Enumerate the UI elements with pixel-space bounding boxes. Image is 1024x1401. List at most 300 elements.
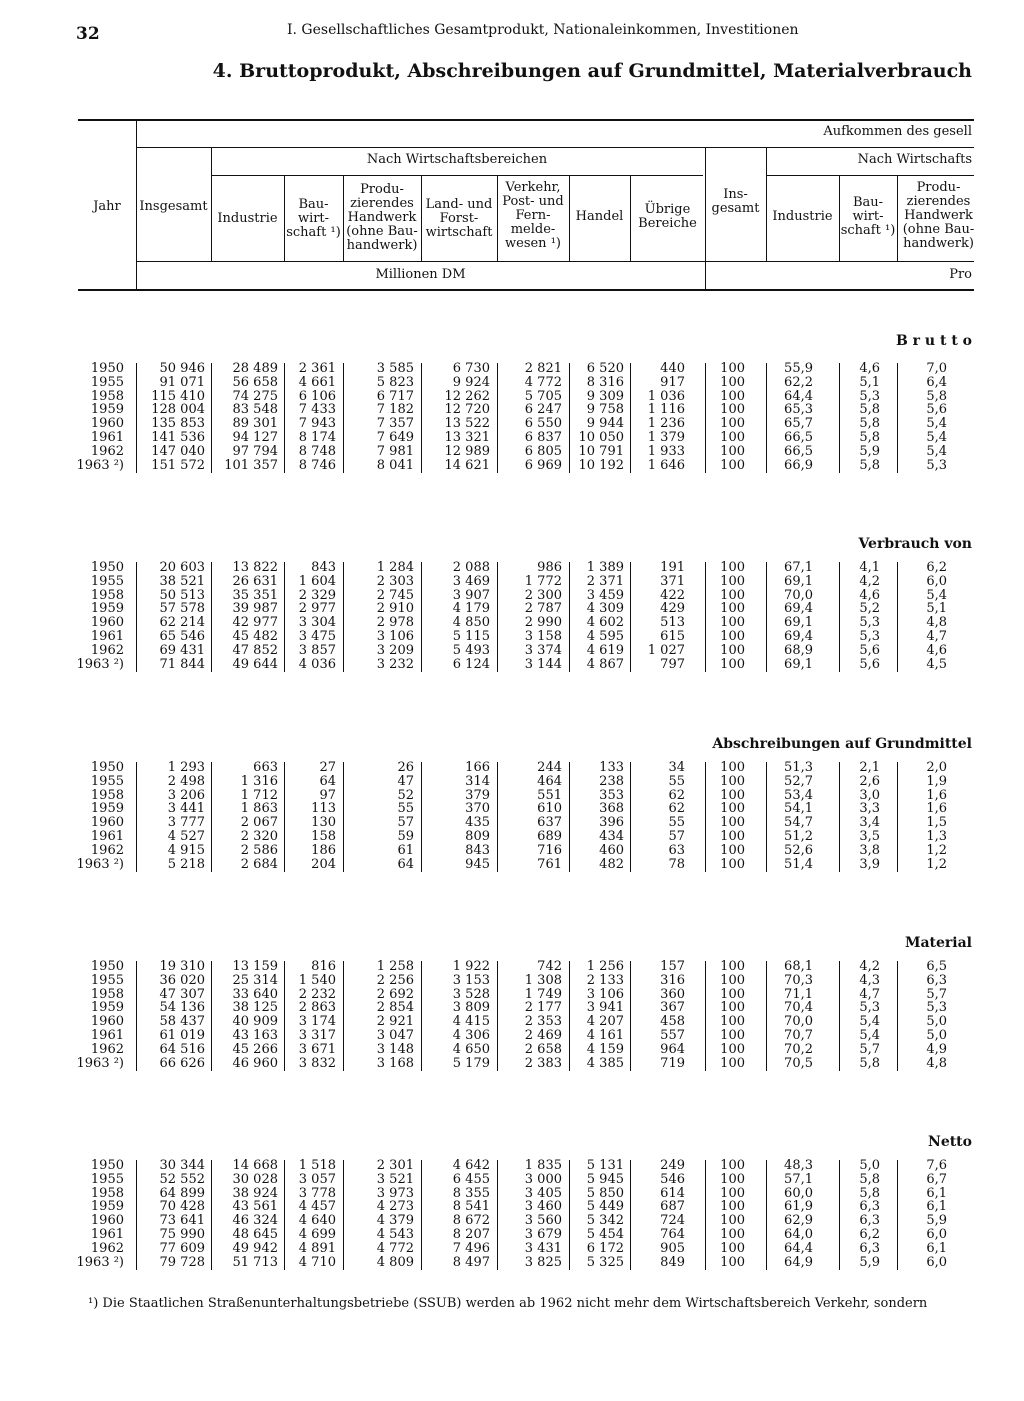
cell-handel: 133 [599, 760, 624, 775]
cell-handel: 5 325 [586, 1254, 624, 1270]
cell-land: 1 922 [452, 959, 490, 974]
cell-jahr: 1962 [90, 842, 124, 858]
cell-land: 8 497 [452, 1254, 490, 1270]
cell-handel: 4 161 [586, 1028, 624, 1043]
header-line: schaft ¹) [840, 223, 896, 238]
cell-handwerk: 47 [397, 773, 414, 789]
table-row [0, 830, 1024, 844]
table-row [0, 1159, 1024, 1173]
cell-bau-pct: 5,3 [859, 615, 880, 631]
cell-bau-pct: 5,6 [859, 656, 880, 672]
cell-handwerk: 26 [397, 760, 414, 775]
cell-insgesamt: 135 853 [151, 416, 205, 432]
cell-handel: 9 758 [586, 402, 624, 418]
cell-land: 12 720 [444, 402, 490, 418]
col-jahr-header: Jahr [93, 199, 121, 214]
cell-industrie-pct: 64,0 [784, 1227, 813, 1242]
header-line: gesamt [711, 201, 760, 216]
cell-industrie: 1 863 [240, 801, 278, 817]
cell-bau-pct: 5,8 [859, 457, 880, 473]
cell-ins-gesamt-pct: 100 [720, 959, 745, 974]
cell-insgesamt: 36 020 [159, 972, 205, 988]
header-bottom-rule [78, 289, 974, 291]
cell-industrie-pct: 69,1 [784, 573, 813, 589]
cell-industrie: 97 794 [232, 443, 278, 459]
cell-industrie-pct: 70,7 [784, 1028, 813, 1043]
cell-insgesamt: 151 572 [151, 457, 205, 473]
cell-jahr: 1961 [90, 1028, 124, 1043]
cell-handel: 8 316 [586, 374, 624, 390]
cell-insgesamt: 38 521 [159, 573, 205, 589]
cell-land: 4 642 [452, 1158, 490, 1173]
cell-handel: 6 520 [586, 361, 624, 376]
cell-verkehr: 2 353 [524, 1014, 562, 1030]
header-rule-wb2 [766, 175, 974, 176]
cell-handwerk-pct: 5,4 [926, 430, 947, 445]
cell-land: 5 493 [452, 642, 490, 658]
cell-verkehr: 1 772 [524, 573, 562, 589]
cell-industrie: 45 266 [232, 1041, 278, 1057]
cell-verkehr: 6 550 [524, 416, 562, 432]
cell-uebrige: 458 [660, 1014, 685, 1030]
col-handwerk2-header [897, 181, 980, 251]
cell-jahr: 1950 [90, 959, 124, 974]
cell-bau-pct: 5,3 [859, 1000, 880, 1016]
cell-land: 3 153 [452, 972, 490, 988]
cell-ins-gesamt-pct: 100 [720, 1240, 745, 1256]
table-row [0, 561, 1024, 575]
cell-industrie: 25 314 [232, 972, 278, 988]
cell-land: 6 455 [452, 1171, 490, 1187]
cell-bau: 8 174 [298, 430, 336, 445]
cell-verkehr: 610 [537, 801, 562, 817]
cell-industrie-pct: 70,5 [784, 1055, 813, 1071]
cell-bau: 8 748 [298, 443, 336, 459]
cell-handwerk-pct: 7,6 [926, 1158, 947, 1173]
cell-jahr: 1955 [90, 374, 124, 390]
cell-land: 3 469 [452, 573, 490, 589]
cell-handel: 3 941 [586, 1000, 624, 1016]
cell-handwerk: 2 854 [376, 1000, 414, 1016]
col-insgesamt2-header [705, 188, 766, 216]
cell-bau-pct: 4,7 [859, 986, 880, 1002]
cell-bau: 130 [311, 815, 336, 831]
cell-industrie-pct: 52,7 [784, 773, 813, 789]
page-number: 32 [76, 24, 100, 44]
cell-handel: 10 050 [578, 430, 624, 445]
header-line: Fern- [515, 208, 551, 223]
cell-ins-gesamt-pct: 100 [720, 760, 745, 775]
cell-industrie: 26 631 [232, 573, 278, 589]
cell-verkehr: 3 431 [524, 1240, 562, 1256]
cell-bau: 3 778 [298, 1185, 336, 1201]
cell-industrie: 1 316 [240, 773, 278, 789]
table-row [0, 960, 1024, 974]
cell-industrie: 1 712 [240, 787, 278, 803]
cell-handwerk: 2 301 [376, 1158, 414, 1173]
cell-land: 4 850 [452, 615, 490, 631]
cell-handwerk: 3 148 [376, 1041, 414, 1057]
cell-verkehr: 689 [537, 829, 562, 844]
cell-insgesamt: 3 441 [167, 801, 205, 817]
cell-bau-pct: 5,8 [859, 416, 880, 432]
cell-handwerk-pct: 5,1 [926, 601, 947, 617]
cell-handwerk-pct: 5,4 [926, 416, 947, 432]
cell-ins-gesamt-pct: 100 [720, 1254, 745, 1270]
cell-handwerk-pct: 6,2 [926, 560, 947, 575]
cell-industrie: 43 163 [232, 1028, 278, 1043]
cell-handwerk: 2 978 [376, 615, 414, 631]
cell-bau-pct: 4,6 [859, 587, 880, 603]
cell-verkehr: 761 [537, 856, 562, 872]
cell-uebrige: 157 [660, 959, 685, 974]
cell-industrie: 14 668 [232, 1158, 278, 1173]
cell-bau-pct: 5,8 [859, 1185, 880, 1201]
cell-land: 6 730 [452, 361, 490, 376]
cell-insgesamt: 2 498 [167, 773, 205, 789]
cell-land: 6 124 [452, 656, 490, 672]
cell-industrie-pct: 65,7 [784, 416, 813, 432]
cell-ins-gesamt-pct: 100 [720, 601, 745, 617]
header-line: (ohne Bau- [902, 222, 975, 237]
cell-insgesamt: 77 609 [159, 1240, 205, 1256]
cell-industrie-pct: 69,4 [784, 629, 813, 644]
cell-insgesamt: 5 218 [167, 856, 205, 872]
cell-bau: 4 661 [298, 374, 336, 390]
cell-verkehr: 6 969 [524, 457, 562, 473]
cell-insgesamt: 4 527 [167, 829, 205, 844]
header-line: Übrige [644, 202, 691, 217]
cell-handwerk-pct: 6,0 [926, 1254, 947, 1270]
footnote: ¹) Die Staatlichen Straßenunterhaltungsbetriebe (SSUB) werden ab 1962 nicht mehr dem Wirtschaftsbereich Verkehr, sondern [88, 1296, 928, 1311]
cell-bau-pct: 2,6 [859, 773, 880, 789]
cell-bau: 97 [319, 787, 336, 803]
cell-uebrige: 724 [660, 1213, 685, 1229]
cell-land: 3 809 [452, 1000, 490, 1016]
cell-handwerk-pct: 1,2 [926, 856, 947, 872]
cell-ins-gesamt-pct: 100 [720, 402, 745, 418]
table-row [0, 644, 1024, 658]
cell-bau-pct: 5,8 [859, 1171, 880, 1187]
cell-handwerk: 4 772 [376, 1240, 414, 1256]
cell-bau: 158 [311, 829, 336, 844]
cell-industrie: 49 644 [232, 656, 278, 672]
section-label: Material [904, 935, 972, 951]
cell-handwerk-pct: 4,7 [926, 629, 947, 644]
cell-handel: 353 [599, 787, 624, 803]
cell-insgesamt: 3 206 [167, 787, 205, 803]
cell-handel: 9 944 [586, 416, 624, 432]
cell-handel: 5 454 [586, 1227, 624, 1242]
cell-ins-gesamt-pct: 100 [720, 1000, 745, 1016]
cell-land: 4 179 [452, 601, 490, 617]
cell-verkehr: 2 658 [524, 1041, 562, 1057]
cell-industrie: 2 320 [240, 829, 278, 844]
cell-handel: 2 133 [586, 972, 624, 988]
cell-verkehr: 3 405 [524, 1185, 562, 1201]
cell-industrie: 74 275 [232, 388, 278, 404]
cell-handwerk: 4 543 [376, 1227, 414, 1242]
header-line: Produ- [360, 182, 404, 197]
section-label: Netto [928, 1134, 972, 1150]
cell-insgesamt: 52 552 [159, 1171, 205, 1187]
cell-handwerk: 2 303 [376, 573, 414, 589]
cell-industrie: 47 852 [232, 642, 278, 658]
cell-industrie-pct: 57,1 [784, 1171, 813, 1187]
cell-land: 314 [465, 773, 490, 789]
cell-handwerk-pct: 1,9 [926, 773, 947, 789]
cell-ins-gesamt-pct: 100 [720, 1213, 745, 1229]
cell-bau-pct: 5,3 [859, 629, 880, 644]
cell-handel: 2 371 [586, 573, 624, 589]
cell-bau: 3 057 [298, 1171, 336, 1187]
cell-insgesamt: 30 344 [159, 1158, 205, 1173]
cell-handwerk-pct: 2,0 [926, 760, 947, 775]
cell-verkehr: 551 [537, 787, 562, 803]
col-bau-header [284, 198, 343, 240]
cell-handel: 368 [599, 801, 624, 817]
cell-bau: 4 699 [298, 1227, 336, 1242]
cell-verkehr: 3 825 [524, 1254, 562, 1270]
cell-ins-gesamt-pct: 100 [720, 656, 745, 672]
cell-industrie-pct: 66,9 [784, 457, 813, 473]
cell-handel: 4 602 [586, 615, 624, 631]
cell-jahr: 1962 [90, 1240, 124, 1256]
cell-jahr: 1958 [90, 986, 124, 1002]
header-line: Produ- [916, 180, 961, 195]
cell-handwerk: 7 357 [376, 416, 414, 432]
cell-industrie: 39 987 [232, 601, 278, 617]
cell-bau-pct: 2,1 [859, 760, 880, 775]
header-rule-unit [136, 261, 974, 262]
cell-uebrige: 62 [668, 801, 685, 817]
cell-bau: 1 604 [298, 573, 336, 589]
cell-jahr: 1960 [90, 815, 124, 831]
cell-bau-pct: 5,9 [859, 443, 880, 459]
header-line: handwerk) [903, 236, 974, 251]
cell-verkehr: 2 990 [524, 615, 562, 631]
cell-ins-gesamt-pct: 100 [720, 1227, 745, 1242]
cell-uebrige: 557 [660, 1028, 685, 1043]
cell-handwerk: 64 [397, 856, 414, 872]
cell-land: 5 179 [452, 1055, 490, 1071]
cell-uebrige: 34 [668, 760, 685, 775]
cell-bau: 4 457 [298, 1199, 336, 1215]
cell-land: 4 415 [452, 1014, 490, 1030]
header-line: wirt- [852, 209, 884, 224]
cell-bau-pct: 5,3 [859, 388, 880, 404]
header-line: Land- und [425, 197, 493, 212]
cell-verkehr: 3 374 [524, 642, 562, 658]
cell-industrie: 46 960 [232, 1055, 278, 1071]
cell-handwerk-pct: 7,0 [926, 361, 947, 376]
cell-uebrige: 614 [660, 1185, 685, 1201]
cell-handwerk: 8 041 [376, 457, 414, 473]
cell-industrie: 40 909 [232, 1014, 278, 1030]
cell-uebrige: 55 [668, 815, 685, 831]
cell-handwerk-pct: 6,1 [926, 1240, 947, 1256]
table-row [0, 376, 1024, 390]
cell-ins-gesamt-pct: 100 [720, 1185, 745, 1201]
nach-wirtschaftsbereichen-header: Nach Wirtschaftsbereichen [366, 152, 548, 167]
table-row [0, 431, 1024, 445]
cell-handwerk-pct: 1,2 [926, 842, 947, 858]
cell-handwerk: 1 284 [376, 560, 414, 575]
cell-ins-gesamt-pct: 100 [720, 560, 745, 575]
cell-handwerk-pct: 5,3 [926, 1000, 947, 1016]
cell-industrie: 48 645 [232, 1227, 278, 1242]
cell-insgesamt: 64 516 [159, 1041, 205, 1057]
cell-bau: 2 232 [298, 986, 336, 1002]
cell-handwerk-pct: 6,5 [926, 959, 947, 974]
table-row [0, 658, 1024, 672]
cell-handwerk-pct: 5,3 [926, 457, 947, 473]
cell-bau: 816 [311, 959, 336, 974]
cell-ins-gesamt-pct: 100 [720, 642, 745, 658]
cell-uebrige: 1 933 [647, 443, 685, 459]
cell-jahr: 1955 [90, 773, 124, 789]
cell-ins-gesamt-pct: 100 [720, 829, 745, 844]
header-rule-aufkommen [136, 147, 974, 148]
cell-handel: 3 106 [586, 986, 624, 1002]
cell-jahr: 1963 ²) [76, 1055, 124, 1071]
cell-insgesamt: 64 899 [159, 1185, 205, 1201]
cell-ins-gesamt-pct: 100 [720, 842, 745, 858]
table-row [0, 761, 1024, 775]
cell-bau: 2 361 [298, 361, 336, 376]
cell-verkehr: 4 772 [524, 374, 562, 390]
cell-insgesamt: 70 428 [159, 1199, 205, 1215]
col-handel-header: Handel [575, 209, 624, 224]
section-label: B r u t t o [895, 333, 972, 349]
cell-ins-gesamt-pct: 100 [720, 573, 745, 589]
cell-jahr: 1962 [90, 1041, 124, 1057]
cell-handwerk-pct: 6,1 [926, 1199, 947, 1215]
cell-verkehr: 3 460 [524, 1199, 562, 1215]
cell-ins-gesamt-pct: 100 [720, 972, 745, 988]
cell-uebrige: 371 [660, 573, 685, 589]
cell-land: 9 924 [452, 374, 490, 390]
section-label: Verbrauch von [858, 536, 972, 552]
cell-handwerk: 1 258 [376, 959, 414, 974]
cell-industrie-pct: 64,4 [784, 388, 813, 404]
col-bau2-header [839, 196, 897, 238]
cell-land: 8 672 [452, 1213, 490, 1229]
cell-bau: 4 640 [298, 1213, 336, 1229]
cell-handwerk-pct: 1,6 [926, 801, 947, 817]
header-line: Forst- [439, 211, 479, 226]
cell-bau-pct: 4,1 [859, 560, 880, 575]
cell-bau-pct: 5,4 [859, 1028, 880, 1043]
cell-handwerk-pct: 5,0 [926, 1014, 947, 1030]
cell-industrie: 663 [253, 760, 278, 775]
cell-uebrige: 1 027 [647, 642, 685, 658]
cell-land: 2 088 [452, 560, 490, 575]
table-row [0, 459, 1024, 473]
cell-handwerk-pct: 4,8 [926, 615, 947, 631]
cell-jahr: 1958 [90, 587, 124, 603]
cell-verkehr: 1 308 [524, 972, 562, 988]
cell-land: 945 [465, 856, 490, 872]
cell-land: 166 [465, 760, 490, 775]
cell-handwerk-pct: 6,3 [926, 972, 947, 988]
cell-bau: 3 304 [298, 615, 336, 631]
cell-industrie-pct: 51,3 [784, 760, 813, 775]
cell-uebrige: 964 [660, 1041, 685, 1057]
cell-land: 4 650 [452, 1041, 490, 1057]
header-line: Handwerk [904, 208, 973, 223]
cell-uebrige: 316 [660, 972, 685, 988]
cell-handwerk: 7 182 [376, 402, 414, 418]
header-line: Ins- [723, 187, 748, 202]
cell-land: 3 907 [452, 587, 490, 603]
cell-industrie-pct: 66,5 [784, 443, 813, 459]
cell-insgesamt: 79 728 [159, 1254, 205, 1270]
cell-uebrige: 62 [668, 787, 685, 803]
cell-handwerk: 52 [397, 787, 414, 803]
cell-handwerk: 4 809 [376, 1254, 414, 1270]
header-line: Post- und [502, 194, 564, 209]
cell-ins-gesamt-pct: 100 [720, 1014, 745, 1030]
cell-industrie-pct: 70,0 [784, 1014, 813, 1030]
cell-bau-pct: 3,8 [859, 842, 880, 858]
cell-handel: 396 [599, 815, 624, 831]
cell-industrie-pct: 70,0 [784, 587, 813, 603]
cell-insgesamt: 75 990 [159, 1227, 205, 1242]
cell-industrie: 46 324 [232, 1213, 278, 1229]
cell-jahr: 1955 [90, 573, 124, 589]
cell-jahr: 1950 [90, 560, 124, 575]
cell-handwerk: 6 717 [376, 388, 414, 404]
cell-handel: 5 342 [586, 1213, 624, 1229]
cell-insgesamt: 58 437 [159, 1014, 205, 1030]
cell-handwerk: 4 273 [376, 1199, 414, 1215]
cell-handwerk: 3 585 [376, 361, 414, 376]
cell-bau: 4 036 [298, 656, 336, 672]
cell-industrie: 94 127 [232, 430, 278, 445]
cell-verkehr: 2 300 [524, 587, 562, 603]
cell-bau-pct: 5,8 [859, 430, 880, 445]
cell-ins-gesamt-pct: 100 [720, 1199, 745, 1215]
cell-industrie: 45 482 [232, 629, 278, 644]
cell-insgesamt: 69 431 [159, 642, 205, 658]
cell-handel: 238 [599, 773, 624, 789]
cell-bau: 4 891 [298, 1240, 336, 1256]
cell-bau-pct: 4,2 [859, 573, 880, 589]
cell-bau: 27 [319, 760, 336, 775]
cell-bau-pct: 5,7 [859, 1041, 880, 1057]
cell-insgesamt: 115 410 [151, 388, 205, 404]
cell-handwerk: 2 745 [376, 587, 414, 603]
cell-industrie: 89 301 [232, 416, 278, 432]
cell-ins-gesamt-pct: 100 [720, 615, 745, 631]
header-line: zierendes [350, 196, 414, 211]
cell-industrie-pct: 66,5 [784, 430, 813, 445]
cell-industrie-pct: 52,6 [784, 842, 813, 858]
cell-uebrige: 249 [660, 1158, 685, 1173]
cell-ins-gesamt-pct: 100 [720, 388, 745, 404]
cell-ins-gesamt-pct: 100 [720, 374, 745, 390]
cell-industrie-pct: 64,4 [784, 1240, 813, 1256]
cell-industrie: 13 822 [232, 560, 278, 575]
cell-uebrige: 513 [660, 615, 685, 631]
header-line: Handwerk [347, 210, 417, 225]
cell-handel: 4 595 [586, 629, 624, 644]
cell-uebrige: 1 646 [647, 457, 685, 473]
header-top-rule [78, 119, 974, 121]
cell-bau: 3 832 [298, 1055, 336, 1071]
cell-industrie-pct: 69,1 [784, 656, 813, 672]
